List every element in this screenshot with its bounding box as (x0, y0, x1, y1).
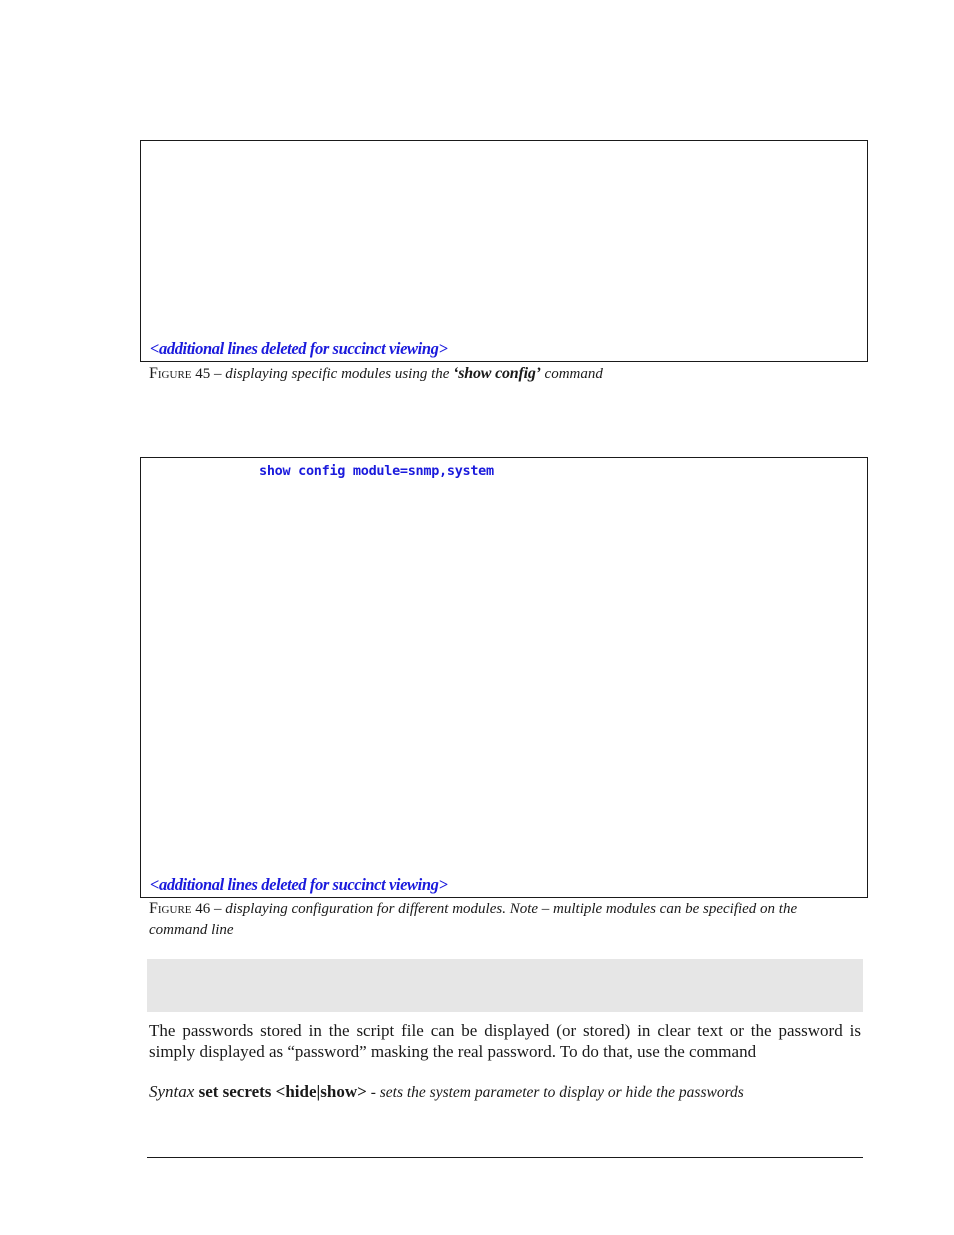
deleted-lines-note: <additional lines deleted for succinct viewing> (150, 339, 448, 358)
caption-dash: – (210, 366, 226, 382)
caption-number: 45 (195, 366, 211, 382)
syntax-description: - sets the system parameter to display or hide the passwords (366, 1084, 744, 1101)
caption-text: displaying specific modules using the (225, 366, 454, 382)
show-config-command: show config module=snmp,system (259, 463, 494, 479)
caption-text: displaying configuration for different modules. Note – multiple modules can be specified on the command line (149, 901, 798, 938)
caption-tail: command (540, 366, 603, 382)
deleted-lines-note: <additional lines deleted for succinct viewing> (150, 875, 448, 894)
syntax-command: set secrets <hide|show> (198, 1082, 367, 1101)
shaded-heading-band (147, 959, 863, 1012)
syntax-line (149, 1081, 861, 1104)
caption-dash: – (210, 901, 226, 917)
syntax-label: Syntax (149, 1082, 195, 1101)
caption-number: 46 (195, 901, 211, 917)
caption-command: ‘show config’ (453, 365, 541, 382)
figure-45-caption (149, 363, 839, 385)
figure-45-code-box (140, 140, 868, 362)
figure-46-caption (149, 898, 839, 941)
passwords-paragraph: The passwords stored in the script file can be displayed (or stored) in clear text or the password is simply displayed as “password” masking the real password. To do that, use the command (149, 1021, 861, 1061)
caption-label: Figure (149, 900, 192, 917)
footer-rule (147, 1157, 863, 1158)
caption-label: Figure (149, 365, 192, 382)
figure-46-code-box (140, 457, 868, 898)
